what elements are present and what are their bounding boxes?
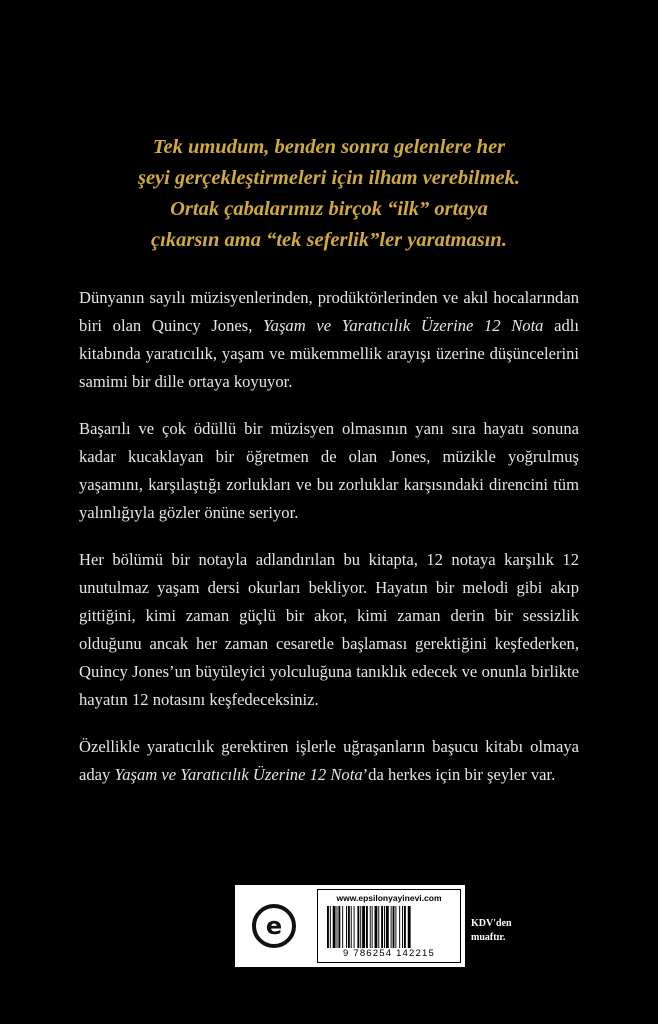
isbn-number: 9 786254 142215 (343, 948, 435, 959)
barcode-panel (317, 889, 461, 963)
paragraph-1-intro: Dünyanın sayılı müzisyenlerinden, prodüktörlerinden ve akıl hocalarından biri olan Quincy Jones, (79, 288, 579, 335)
paragraph-1 (79, 284, 579, 396)
paragraph-4-book-title: Yaşam ve Yaratıcılık Üzerine 12 Nota (114, 765, 363, 784)
book-description (79, 284, 579, 808)
paragraph-4 (79, 733, 579, 789)
quote-line-2: şeyi gerçekleştirmeleri için ilham verebilmek. (137, 167, 520, 189)
barcode-icon (326, 906, 452, 948)
quote-line-4: çıkarsın ama “tek seferlik”ler yaratmasın. (151, 229, 507, 251)
paragraph-2: Başarılı ve çok ödüllü bir müzisyen olmasının yanı sıra hayatı sonuna kadar kucaklayan bir öğretmen de olan Jones, müzikle yoğrulmuş yaşamını, karşılaştığı zorlukları ve bu zorluklar karşısındaki direncini tüm yalınlığıyla gözler önüne seriyor. (79, 419, 579, 522)
epsilon-e-logo-icon: e (252, 904, 296, 948)
tax-note-line-2: muaftır. (471, 932, 506, 943)
publisher-website: www.epsilonyayinevi.com (336, 893, 442, 903)
publisher-logo (235, 885, 313, 967)
tax-note-line-1: KDV'den (471, 918, 512, 929)
cover-quote (60, 132, 598, 256)
paragraph-3: Her bölümü bir notayla adlandırılan bu kitapta, 12 notaya karşılık 12 unutulmaz yaşam dersi okurları bekliyor. Hayatın bir melodi gibi akıp gittiğini, kimi zaman güçlü bir akor, kimi zaman derin bir sessizlik olduğunu ancak her zaman cesaretle başlaması gerektiğini keşfederken, Quincy Jones’un büyüleyici yolculuğuna tanıklık edecek ve onunla birlikte hayatın 12 notasını keşfedeceksiniz. (79, 550, 579, 709)
tax-exempt-note (471, 917, 531, 945)
paragraph-1-book-title: Yaşam ve Yaratıcılık Üzerine 12 Nota (262, 316, 544, 335)
quote-line-1: Tek umudum, benden sonra gelenlere her (152, 136, 506, 158)
paragraph-4-intro: Özellikle yaratıcılık gerektiren işlerle uğraşanların başucu kitabı olmaya aday (79, 737, 579, 784)
paragraph-1-rest: adlı kitabında yaratıcılık, yaşam ve mükemmellik arayışı üzerine düşüncelerini samimi bir dille ortaya koyuyor. (79, 316, 579, 391)
paragraph-4-rest: ’da herkes için bir şeyler var. (362, 765, 556, 784)
publisher-badge (235, 885, 465, 967)
quote-line-3: Ortak çabalarımız birçok “ilk” ortaya (170, 198, 488, 220)
